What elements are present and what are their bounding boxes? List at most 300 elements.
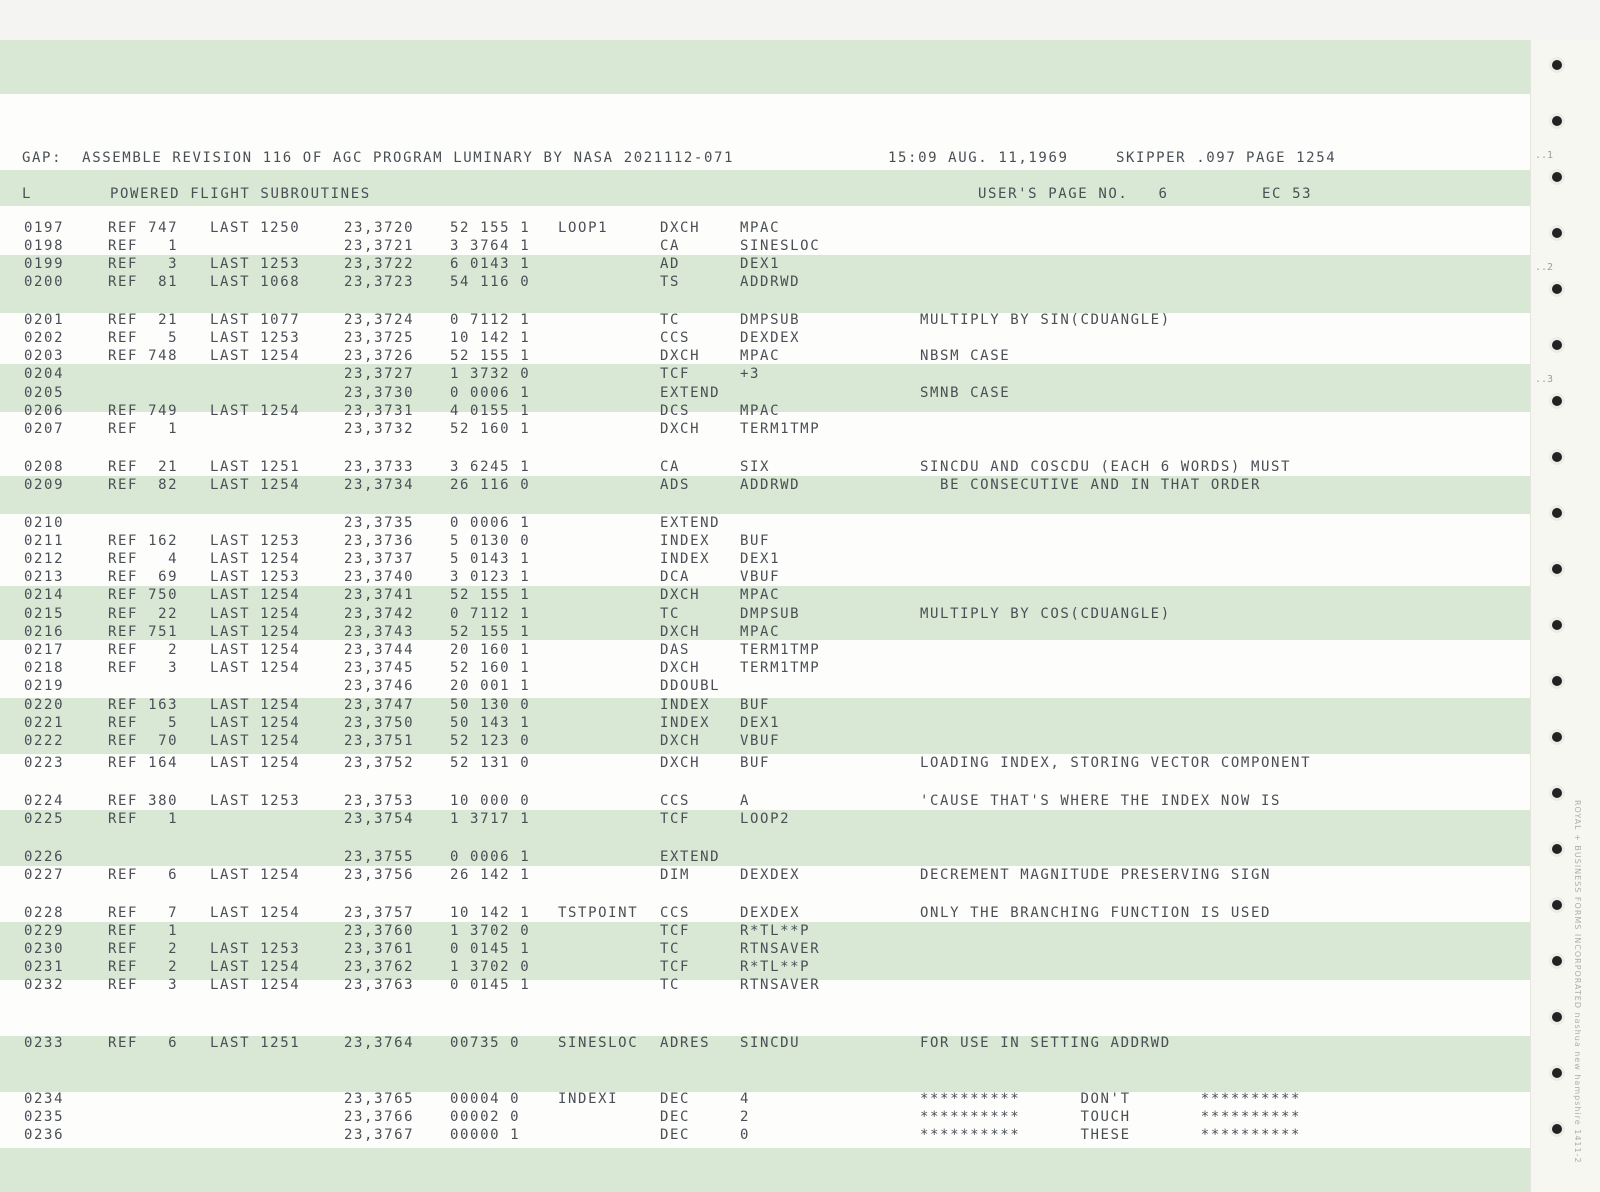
line-seq: 0232: [24, 977, 65, 993]
line-op: TC: [660, 977, 681, 993]
line-operand: LOOP2: [740, 811, 791, 827]
line-operand: TERM1TMP: [740, 642, 821, 658]
line-addr: 23,3726: [344, 348, 415, 364]
line-label: TSTPOINT: [558, 905, 639, 921]
line-last: LAST 1250: [210, 220, 301, 236]
line-addr: 23,3735: [344, 515, 415, 531]
line-op: CCS: [660, 793, 691, 809]
feed-hole: [1552, 1124, 1562, 1134]
line-seq: 0235: [24, 1109, 65, 1125]
line-seq: 0207: [24, 421, 65, 437]
line-last: LAST 1254: [210, 403, 301, 419]
line-seq: 0197: [24, 220, 65, 236]
line-operand: SINESLOC: [740, 238, 821, 254]
line-operand: DEXDEX: [740, 330, 801, 346]
line-addr: 23,3747: [344, 697, 415, 713]
line-operand: DMPSUB: [740, 606, 801, 622]
line-addr: 23,3733: [344, 459, 415, 475]
line-op: CA: [660, 459, 681, 475]
line-code: 50 130 0: [450, 697, 531, 713]
ec-code: EC 53: [1262, 186, 1313, 202]
line-addr: 23,3767: [344, 1127, 415, 1143]
line-seq: 0212: [24, 551, 65, 567]
line-ref: REF 5: [108, 330, 179, 346]
line-addr: 23,3752: [344, 755, 415, 771]
line-last: LAST 1254: [210, 624, 301, 640]
line-op: DCA: [660, 569, 691, 585]
line-last: LAST 1254: [210, 733, 301, 749]
line-addr: 23,3732: [344, 421, 415, 437]
line-code: 00004 0: [450, 1091, 521, 1107]
line-addr: 23,3725: [344, 330, 415, 346]
line-comment: ONLY THE BRANCHING FUNCTION IS USED: [920, 905, 1272, 921]
line-addr: 23,3730: [344, 385, 415, 401]
line-seq: 0219: [24, 678, 65, 694]
line-operand: RTNSAVER: [740, 977, 821, 993]
line-code: 0 0145 1: [450, 977, 531, 993]
feed-hole: [1552, 956, 1562, 966]
line-operand: DMPSUB: [740, 312, 801, 328]
line-addr: 23,3745: [344, 660, 415, 676]
line-seq: 0204: [24, 366, 65, 382]
line-addr: 23,3761: [344, 941, 415, 957]
line-operand: MPAC: [740, 587, 781, 603]
listing-datetime: 15:09 AUG. 11,1969: [888, 150, 1069, 166]
line-op: EXTEND: [660, 385, 721, 401]
line-seq: 0208: [24, 459, 65, 475]
line-op: DAS: [660, 642, 691, 658]
line-code: 5 0130 0: [450, 533, 531, 549]
line-operand: R*TL**P: [740, 959, 811, 975]
line-op: DIM: [660, 867, 691, 883]
line-seq: 0200: [24, 274, 65, 290]
line-last: LAST 1254: [210, 477, 301, 493]
line-op: INDEX: [660, 715, 711, 731]
line-seq: 0213: [24, 569, 65, 585]
line-operand: ADDRWD: [740, 477, 801, 493]
line-op: DXCH: [660, 421, 701, 437]
line-operand: SINCDU: [740, 1035, 801, 1051]
line-op: DDOUBL: [660, 678, 721, 694]
line-last: LAST 1253: [210, 533, 301, 549]
line-operand: DEX1: [740, 715, 781, 731]
line-code: 52 160 1: [450, 660, 531, 676]
line-label: LOOP1: [558, 220, 609, 236]
line-operand: +3: [740, 366, 761, 382]
line-op: DXCH: [660, 220, 701, 236]
line-last: LAST 1068: [210, 274, 301, 290]
line-addr: 23,3753: [344, 793, 415, 809]
line-seq: 0221: [24, 715, 65, 731]
feed-hole: [1552, 60, 1562, 70]
line-last: LAST 1253: [210, 256, 301, 272]
line-op: CCS: [660, 905, 691, 921]
margin-mark: ..2: [1535, 262, 1554, 273]
line-code: 00000 1: [450, 1127, 521, 1143]
line-ref: REF 4: [108, 551, 179, 567]
green-bar: [0, 40, 1530, 94]
line-ref: REF 81: [108, 274, 179, 290]
line-seq: 0229: [24, 923, 65, 939]
line-op: DCS: [660, 403, 691, 419]
line-seq: 0202: [24, 330, 65, 346]
line-seq: 0215: [24, 606, 65, 622]
line-addr: 23,3762: [344, 959, 415, 975]
line-seq: 0227: [24, 867, 65, 883]
line-operand: A: [740, 793, 751, 809]
feed-hole: [1552, 172, 1562, 182]
line-op: DXCH: [660, 587, 701, 603]
line-label: INDEXI: [558, 1091, 619, 1107]
line-addr: 23,3764: [344, 1035, 415, 1051]
line-seq: 0211: [24, 533, 65, 549]
line-comment: FOR USE IN SETTING ADDRWD: [920, 1035, 1171, 1051]
line-code: 0 0006 1: [450, 515, 531, 531]
line-op: INDEX: [660, 551, 711, 567]
feed-hole: [1552, 732, 1562, 742]
line-comment: NBSM CASE: [920, 348, 1011, 364]
line-code: 20 001 1: [450, 678, 531, 694]
line-last: LAST 1254: [210, 755, 301, 771]
line-addr: 23,3734: [344, 477, 415, 493]
line-last: LAST 1254: [210, 697, 301, 713]
line-comment: BE CONSECUTIVE AND IN THAT ORDER: [920, 477, 1261, 493]
line-ref: REF 21: [108, 459, 179, 475]
green-bar: [0, 1148, 1530, 1192]
line-code: 52 155 1: [450, 587, 531, 603]
line-seq: 0216: [24, 624, 65, 640]
line-code: 5 0143 1: [450, 551, 531, 567]
margin-mark: ..3: [1535, 374, 1554, 385]
line-op: DXCH: [660, 660, 701, 676]
line-last: LAST 1254: [210, 977, 301, 993]
line-last: LAST 1251: [210, 1035, 301, 1051]
feed-hole: [1552, 844, 1562, 854]
listing-skipper: SKIPPER .097: [1116, 150, 1237, 166]
line-last: LAST 1253: [210, 793, 301, 809]
line-op: TC: [660, 606, 681, 622]
line-addr: 23,3737: [344, 551, 415, 567]
line-op: DXCH: [660, 733, 701, 749]
feed-hole: [1552, 284, 1562, 294]
feed-hole: [1552, 452, 1562, 462]
line-code: 52 131 0: [450, 755, 531, 771]
line-operand: MPAC: [740, 220, 781, 236]
line-code: 1 3732 0: [450, 366, 531, 382]
line-operand: DEX1: [740, 551, 781, 567]
users-page-number: USER'S PAGE NO. 6: [978, 186, 1169, 202]
line-op: DEC: [660, 1109, 691, 1125]
line-op: ADRES: [660, 1035, 711, 1051]
line-op: TCF: [660, 811, 691, 827]
line-ref: REF 1: [108, 811, 179, 827]
line-last: LAST 1254: [210, 905, 301, 921]
line-last: LAST 1254: [210, 606, 301, 622]
line-code: 10 142 1: [450, 330, 531, 346]
line-ref: REF 82: [108, 477, 179, 493]
line-ref: REF 163: [108, 697, 179, 713]
line-addr: 23,3740: [344, 569, 415, 585]
line-addr: 23,3763: [344, 977, 415, 993]
line-operand: VBUF: [740, 733, 781, 749]
line-addr: 23,3750: [344, 715, 415, 731]
line-op: CCS: [660, 330, 691, 346]
line-operand: VBUF: [740, 569, 781, 585]
line-ref: REF 3: [108, 977, 179, 993]
line-op: INDEX: [660, 533, 711, 549]
line-operand: BUF: [740, 697, 771, 713]
feed-hole: [1552, 564, 1562, 574]
line-seq: 0209: [24, 477, 65, 493]
line-ref: REF 1: [108, 421, 179, 437]
line-operand: MPAC: [740, 624, 781, 640]
line-operand: DEX1: [740, 256, 781, 272]
line-ref: REF 751: [108, 624, 179, 640]
line-seq: 0220: [24, 697, 65, 713]
line-comment: SINCDU AND COSCDU (EACH 6 WORDS) MUST: [920, 459, 1292, 475]
line-label: SINESLOC: [558, 1035, 639, 1051]
line-ref: REF 750: [108, 587, 179, 603]
line-addr: 23,3727: [344, 366, 415, 382]
line-op: DXCH: [660, 755, 701, 771]
line-code: 0 7112 1: [450, 606, 531, 622]
line-addr: 23,3754: [344, 811, 415, 827]
line-operand: BUF: [740, 755, 771, 771]
vendor-imprint: ROYAL + BUSINESS FORMS INCORPORATED nashua new hampshire 1411-2: [1573, 800, 1582, 1164]
feed-hole: [1552, 228, 1562, 238]
line-ref: REF 162: [108, 533, 179, 549]
line-addr: 23,3741: [344, 587, 415, 603]
line-code: 52 155 1: [450, 624, 531, 640]
line-last: LAST 1254: [210, 642, 301, 658]
line-code: 10 142 1: [450, 905, 531, 921]
line-code: 4 0155 1: [450, 403, 531, 419]
line-code: 3 6245 1: [450, 459, 531, 475]
line-op: DXCH: [660, 624, 701, 640]
line-seq: 0233: [24, 1035, 65, 1051]
line-comment: 'CAUSE THAT'S WHERE THE INDEX NOW IS: [920, 793, 1282, 809]
line-seq: 0198: [24, 238, 65, 254]
line-addr: 23,3746: [344, 678, 415, 694]
tractor-feed-strip: [1530, 40, 1600, 1192]
line-code: 20 160 1: [450, 642, 531, 658]
section-title: POWERED FLIGHT SUBROUTINES: [110, 186, 371, 202]
line-op: AD: [660, 256, 681, 272]
line-operand: 4: [740, 1091, 751, 1107]
line-code: 54 116 0: [450, 274, 531, 290]
line-seq: 0236: [24, 1127, 65, 1143]
line-last: LAST 1254: [210, 587, 301, 603]
line-operand: 0: [740, 1127, 751, 1143]
line-ref: REF 747: [108, 220, 179, 236]
line-comment: ********** THESE **********: [920, 1127, 1302, 1143]
feed-hole: [1552, 396, 1562, 406]
line-seq: 0217: [24, 642, 65, 658]
line-operand: MPAC: [740, 403, 781, 419]
line-addr: 23,3765: [344, 1091, 415, 1107]
line-seq: 0231: [24, 959, 65, 975]
line-addr: 23,3755: [344, 849, 415, 865]
line-op: TCF: [660, 366, 691, 382]
line-operand: TERM1TMP: [740, 421, 821, 437]
line-op: TC: [660, 941, 681, 957]
line-code: 00735 0: [450, 1035, 521, 1051]
line-addr: 23,3766: [344, 1109, 415, 1125]
listing-page: PAGE 1254: [1246, 150, 1337, 166]
line-ref: REF 748: [108, 348, 179, 364]
line-last: LAST 1253: [210, 330, 301, 346]
line-code: 3 3764 1: [450, 238, 531, 254]
line-code: 50 143 1: [450, 715, 531, 731]
line-op: TCF: [660, 923, 691, 939]
line-comment: ********** TOUCH **********: [920, 1109, 1302, 1125]
line-addr: 23,3757: [344, 905, 415, 921]
line-code: 52 155 1: [450, 220, 531, 236]
line-code: 1 3702 0: [450, 923, 531, 939]
line-ref: REF 1: [108, 238, 179, 254]
line-code: 3 0123 1: [450, 569, 531, 585]
line-seq: 0199: [24, 256, 65, 272]
line-ref: REF 749: [108, 403, 179, 419]
line-ref: REF 3: [108, 256, 179, 272]
line-last: LAST 1253: [210, 569, 301, 585]
line-code: 26 116 0: [450, 477, 531, 493]
line-comment: ********** DON'T **********: [920, 1091, 1302, 1107]
line-addr: 23,3751: [344, 733, 415, 749]
line-seq: 0218: [24, 660, 65, 676]
line-seq: 0214: [24, 587, 65, 603]
listing-title: GAP: ASSEMBLE REVISION 116 OF AGC PROGRAM LUMINARY BY NASA 2021112-071: [22, 150, 735, 166]
line-seq: 0228: [24, 905, 65, 921]
line-op: TC: [660, 312, 681, 328]
line-op: DEC: [660, 1127, 691, 1143]
line-ref: REF 2: [108, 941, 179, 957]
line-ref: REF 6: [108, 1035, 179, 1051]
feed-hole: [1552, 116, 1562, 126]
line-last: LAST 1254: [210, 551, 301, 567]
line-addr: 23,3723: [344, 274, 415, 290]
line-last: LAST 1254: [210, 348, 301, 364]
feed-hole: [1552, 340, 1562, 350]
line-addr: 23,3720: [344, 220, 415, 236]
line-last: LAST 1251: [210, 459, 301, 475]
feed-hole: [1552, 900, 1562, 910]
line-op: TCF: [660, 959, 691, 975]
line-code: 0 0006 1: [450, 385, 531, 401]
line-seq: 0210: [24, 515, 65, 531]
line-comment: MULTIPLY BY SIN(CDUANGLE): [920, 312, 1171, 328]
line-ref: REF 1: [108, 923, 179, 939]
feed-hole: [1552, 1012, 1562, 1022]
feed-hole: [1552, 620, 1562, 630]
line-addr: 23,3743: [344, 624, 415, 640]
line-ref: REF 380: [108, 793, 179, 809]
line-ref: REF 22: [108, 606, 179, 622]
line-seq: 0234: [24, 1091, 65, 1107]
line-seq: 0205: [24, 385, 65, 401]
line-op: DEC: [660, 1091, 691, 1107]
line-seq: 0203: [24, 348, 65, 364]
line-operand: R*TL**P: [740, 923, 811, 939]
line-ref: REF 2: [108, 642, 179, 658]
line-seq: 0201: [24, 312, 65, 328]
line-seq: 0224: [24, 793, 65, 809]
line-operand: SIX: [740, 459, 771, 475]
line-seq: 0225: [24, 811, 65, 827]
line-code: 0 0006 1: [450, 849, 531, 865]
line-comment: DECREMENT MAGNITUDE PRESERVING SIGN: [920, 867, 1272, 883]
line-comment: MULTIPLY BY COS(CDUANGLE): [920, 606, 1171, 622]
line-code: 10 000 0: [450, 793, 531, 809]
line-ref: REF 6: [108, 867, 179, 883]
line-seq: 0206: [24, 403, 65, 419]
line-ref: REF 2: [108, 959, 179, 975]
line-ref: REF 3: [108, 660, 179, 676]
line-ref: REF 69: [108, 569, 179, 585]
line-op: ADS: [660, 477, 691, 493]
page-top-shadow: [0, 0, 1600, 40]
line-ref: REF 5: [108, 715, 179, 731]
line-addr: 23,3756: [344, 867, 415, 883]
feed-hole: [1552, 508, 1562, 518]
line-code: 00002 0: [450, 1109, 521, 1125]
line-addr: 23,3736: [344, 533, 415, 549]
line-ref: REF 164: [108, 755, 179, 771]
line-last: LAST 1077: [210, 312, 301, 328]
line-seq: 0230: [24, 941, 65, 957]
line-seq: 0222: [24, 733, 65, 749]
line-op: EXTEND: [660, 849, 721, 865]
line-operand: MPAC: [740, 348, 781, 364]
line-ref: REF 7: [108, 905, 179, 921]
line-last: LAST 1254: [210, 715, 301, 731]
line-last: LAST 1254: [210, 660, 301, 676]
line-seq: 0223: [24, 755, 65, 771]
line-code: 1 3717 1: [450, 811, 531, 827]
line-op: CA: [660, 238, 681, 254]
line-code: 6 0143 1: [450, 256, 531, 272]
line-comment: LOADING INDEX, STORING VECTOR COMPONENT: [920, 755, 1312, 771]
line-code: 1 3702 0: [450, 959, 531, 975]
line-op: TS: [660, 274, 681, 290]
line-last: LAST 1254: [210, 959, 301, 975]
line-code: 26 142 1: [450, 867, 531, 883]
line-addr: 23,3721: [344, 238, 415, 254]
line-operand: 2: [740, 1109, 751, 1125]
margin-mark: ..1: [1535, 150, 1554, 161]
line-operand: BUF: [740, 533, 771, 549]
line-ref: REF 21: [108, 312, 179, 328]
line-op: EXTEND: [660, 515, 721, 531]
feed-hole: [1552, 788, 1562, 798]
line-operand: DEXDEX: [740, 905, 801, 921]
line-addr: 23,3731: [344, 403, 415, 419]
line-addr: 23,3724: [344, 312, 415, 328]
line-ref: REF 70: [108, 733, 179, 749]
line-last: LAST 1254: [210, 867, 301, 883]
line-addr: 23,3742: [344, 606, 415, 622]
line-operand: DEXDEX: [740, 867, 801, 883]
line-seq: 0226: [24, 849, 65, 865]
line-operand: ADDRWD: [740, 274, 801, 290]
line-code: 0 7112 1: [450, 312, 531, 328]
line-op: DXCH: [660, 348, 701, 364]
line-addr: 23,3760: [344, 923, 415, 939]
line-addr: 23,3722: [344, 256, 415, 272]
line-operand: RTNSAVER: [740, 941, 821, 957]
feed-hole: [1552, 1068, 1562, 1078]
line-last: LAST 1253: [210, 941, 301, 957]
